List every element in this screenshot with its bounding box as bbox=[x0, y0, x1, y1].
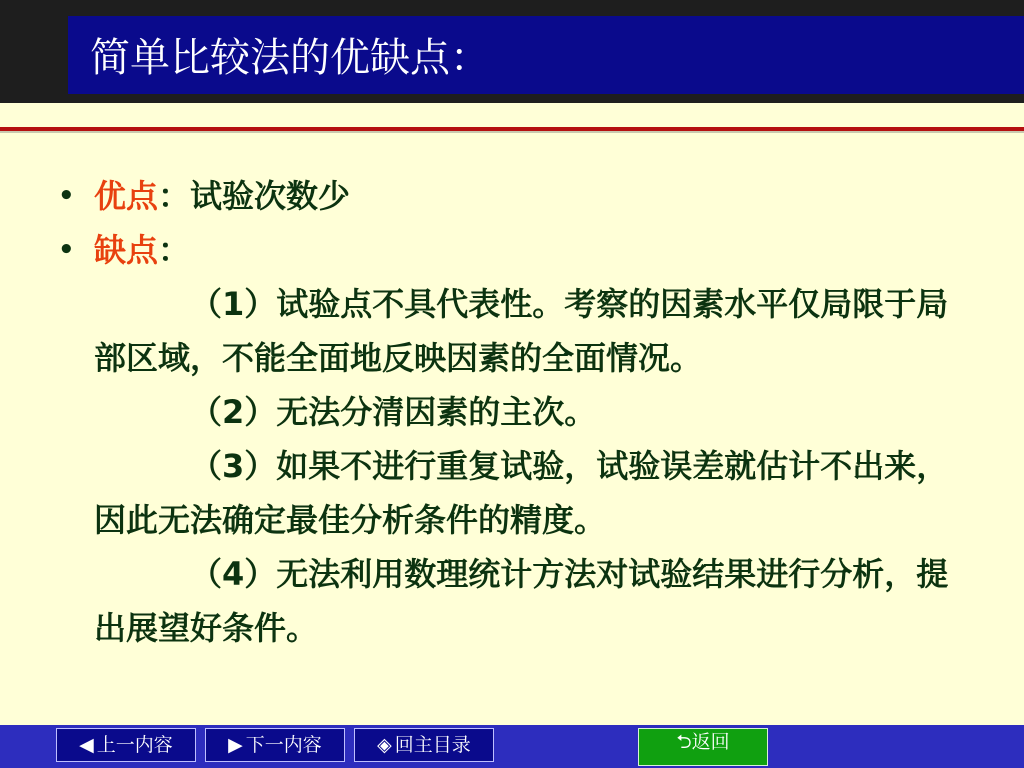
bullet-advantages bbox=[58, 169, 958, 223]
disadvantage-item-3: （3）如果不进行重复试验，试验误差就估计不出来，因此无法确定最佳分析条件的精度。 bbox=[94, 447, 949, 539]
slide-content bbox=[0, 103, 1024, 725]
slide-body bbox=[58, 169, 958, 655]
main-menu-button[interactable] bbox=[354, 728, 494, 762]
navigation-bar bbox=[0, 725, 1024, 768]
prev-content-label: 上一内容 bbox=[96, 734, 173, 756]
diamond-icon: ◈ bbox=[377, 734, 392, 756]
bullet-separator: ： bbox=[158, 231, 191, 269]
next-content-button[interactable] bbox=[205, 728, 345, 762]
prev-content-button[interactable] bbox=[56, 728, 196, 762]
bullet-key-advantages: 优点 bbox=[94, 177, 159, 215]
bullet-disadvantages bbox=[58, 223, 958, 277]
back-button[interactable] bbox=[638, 728, 768, 766]
return-arrow-icon: ⮌ bbox=[676, 731, 692, 753]
slide-title: 简单比较法的优缺点： bbox=[90, 35, 490, 81]
triangle-right-icon: ▶ bbox=[228, 734, 243, 756]
bullet-separator: ： bbox=[158, 177, 191, 215]
bullet-text-advantages: 试验次数少 bbox=[190, 177, 351, 215]
bullet-dot: • bbox=[58, 235, 75, 265]
next-content-label: 下一内容 bbox=[245, 734, 322, 756]
divider-shadow bbox=[0, 131, 1024, 133]
bullet-key-disadvantages: 缺点 bbox=[94, 231, 159, 269]
main-menu-label: 回主目录 bbox=[394, 734, 471, 756]
disadvantage-item-4: （4）无法利用数理统计方法对试验结果进行分析，提出展望好条件。 bbox=[94, 555, 949, 647]
disadvantage-list bbox=[58, 277, 958, 655]
back-label: 返回 bbox=[691, 731, 730, 753]
disadvantage-item-1: （1）试验点不具代表性。考察的因素水平仅局限于局部区域，不能全面地反映因素的全面情况。 bbox=[94, 285, 949, 377]
bullet-dot: • bbox=[58, 181, 75, 211]
disadvantage-item-2: （2）无法分清因素的主次。 bbox=[190, 393, 597, 431]
triangle-left-icon: ◀ bbox=[79, 734, 94, 756]
title-bar bbox=[68, 16, 1024, 94]
